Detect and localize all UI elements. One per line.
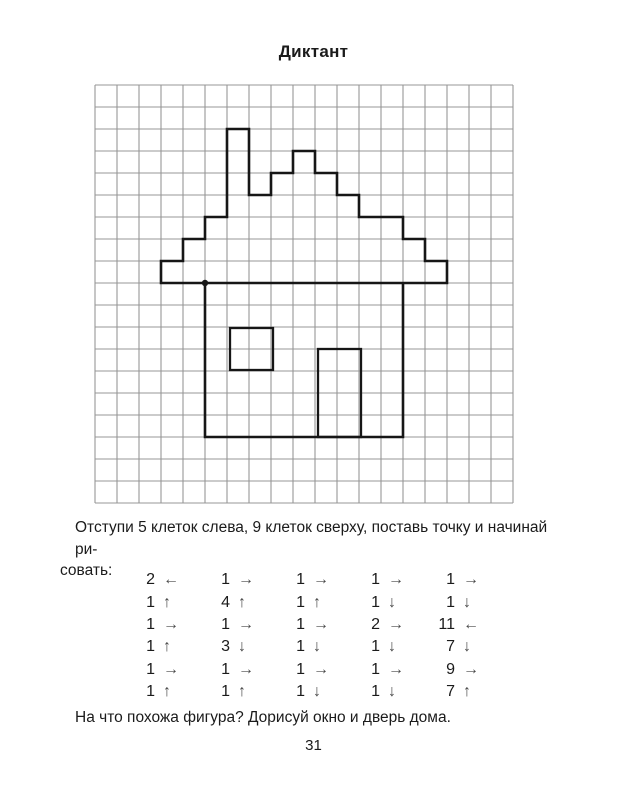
move-arrow-down-icon: ↓ xyxy=(313,638,321,656)
move-cell xyxy=(208,683,283,701)
move-count: 1 xyxy=(221,683,230,701)
move-cell xyxy=(283,638,358,656)
move-cell xyxy=(358,616,433,634)
move-cell xyxy=(208,661,283,679)
move-cell xyxy=(283,594,358,612)
move-count: 1 xyxy=(146,593,155,611)
move-cell xyxy=(358,638,433,656)
move-arrow-down-icon: ↓ xyxy=(388,683,396,701)
move-cell xyxy=(433,594,508,612)
move-count: 1 xyxy=(296,638,305,656)
move-cell xyxy=(133,661,208,679)
move-count: 1 xyxy=(371,683,380,701)
question-text: На что похожа фигура? Дорисуй окно и дверь дома. xyxy=(75,709,451,726)
move-arrow-right-icon: → xyxy=(163,615,179,633)
move-count: 1 xyxy=(371,660,380,678)
move-arrow-down-icon: ↓ xyxy=(388,593,396,611)
move-cell xyxy=(208,616,283,634)
move-count: 1 xyxy=(146,615,155,633)
move-arrow-up-icon: ↑ xyxy=(163,638,171,656)
move-count: 1 xyxy=(221,615,230,633)
move-cell xyxy=(208,638,283,656)
move-count: 1 xyxy=(296,660,305,678)
move-arrow-right-icon: → xyxy=(388,660,404,678)
move-arrow-up-icon: ↑ xyxy=(163,593,171,611)
move-cell xyxy=(358,683,433,701)
move-count: 1 xyxy=(146,638,155,656)
move-cell xyxy=(283,616,358,634)
dictation-moves-table xyxy=(133,569,508,703)
move-cell xyxy=(133,616,208,634)
move-arrow-down-icon: ↓ xyxy=(463,638,471,656)
move-arrow-right-icon: → xyxy=(313,615,329,633)
move-count: 3 xyxy=(221,638,230,656)
move-count: 11 xyxy=(438,615,455,633)
move-arrow-right-icon: → xyxy=(238,571,254,589)
move-arrow-right-icon: → xyxy=(463,660,479,678)
move-arrow-right-icon: → xyxy=(388,615,404,633)
move-arrow-down-icon: ↓ xyxy=(313,683,321,701)
move-count: 9 xyxy=(446,660,455,678)
move-arrow-down-icon: ↓ xyxy=(388,638,396,656)
move-cell xyxy=(433,616,508,634)
move-arrow-right-icon: → xyxy=(463,571,479,589)
move-arrow-left-icon: ← xyxy=(463,615,479,633)
move-arrow-right-icon: → xyxy=(238,615,254,633)
move-cell xyxy=(283,683,358,701)
move-arrow-up-icon: ↑ xyxy=(313,593,321,611)
move-count: 4 xyxy=(221,593,230,611)
move-arrow-right-icon: → xyxy=(388,571,404,589)
move-cell xyxy=(283,571,358,589)
instruction-line-1: Отступи 5 клеток слева, 9 клеток сверху, поставь точку и начинай ри- xyxy=(75,519,548,558)
moves-row xyxy=(133,681,508,703)
move-arrow-up-icon: ↑ xyxy=(163,683,171,701)
move-cell xyxy=(133,638,208,656)
move-count: 1 xyxy=(146,660,155,678)
move-arrow-up-icon: ↑ xyxy=(238,683,246,701)
page-title: Диктант xyxy=(278,42,349,61)
move-arrow-up-icon: ↑ xyxy=(463,683,471,701)
move-cell xyxy=(208,594,283,612)
move-cell xyxy=(208,571,283,589)
move-cell xyxy=(358,661,433,679)
move-arrow-up-icon: ↑ xyxy=(238,593,246,611)
moves-row xyxy=(133,636,508,658)
move-count: 1 xyxy=(371,593,380,611)
move-cell xyxy=(133,683,208,701)
move-cell xyxy=(133,571,208,589)
move-count: 1 xyxy=(446,593,455,611)
start-point-dot xyxy=(202,280,208,286)
move-arrow-right-icon: → xyxy=(313,660,329,678)
dictation-grid xyxy=(93,83,515,505)
move-count: 1 xyxy=(296,683,305,701)
move-arrow-right-icon: → xyxy=(313,571,329,589)
page-number: 31 xyxy=(305,737,322,754)
moves-row xyxy=(133,591,508,613)
move-cell xyxy=(433,683,508,701)
move-count: 7 xyxy=(446,683,455,701)
move-count: 1 xyxy=(371,638,380,656)
move-count: 1 xyxy=(146,683,155,701)
move-cell xyxy=(358,594,433,612)
instruction-line-2: совать: xyxy=(60,562,113,579)
move-cell xyxy=(133,594,208,612)
move-count: 1 xyxy=(371,571,380,589)
move-count: 1 xyxy=(446,571,455,589)
move-arrow-right-icon: → xyxy=(163,660,179,678)
move-cell xyxy=(433,638,508,656)
move-cell xyxy=(433,571,508,589)
moves-row xyxy=(133,614,508,636)
move-count: 1 xyxy=(221,660,230,678)
move-count: 7 xyxy=(446,638,455,656)
move-arrow-down-icon: ↓ xyxy=(463,593,471,611)
move-count: 1 xyxy=(296,615,305,633)
move-cell xyxy=(433,661,508,679)
moves-row xyxy=(133,659,508,681)
move-cell xyxy=(358,571,433,589)
move-arrow-left-icon: ← xyxy=(163,571,179,589)
move-count: 2 xyxy=(146,571,155,589)
move-arrow-right-icon: → xyxy=(238,660,254,678)
move-arrow-down-icon: ↓ xyxy=(238,638,246,656)
moves-row xyxy=(133,569,508,591)
move-count: 1 xyxy=(296,593,305,611)
move-count: 2 xyxy=(371,615,380,633)
grid-lines xyxy=(95,85,513,503)
move-count: 1 xyxy=(296,571,305,589)
move-count: 1 xyxy=(221,571,230,589)
move-cell xyxy=(283,661,358,679)
